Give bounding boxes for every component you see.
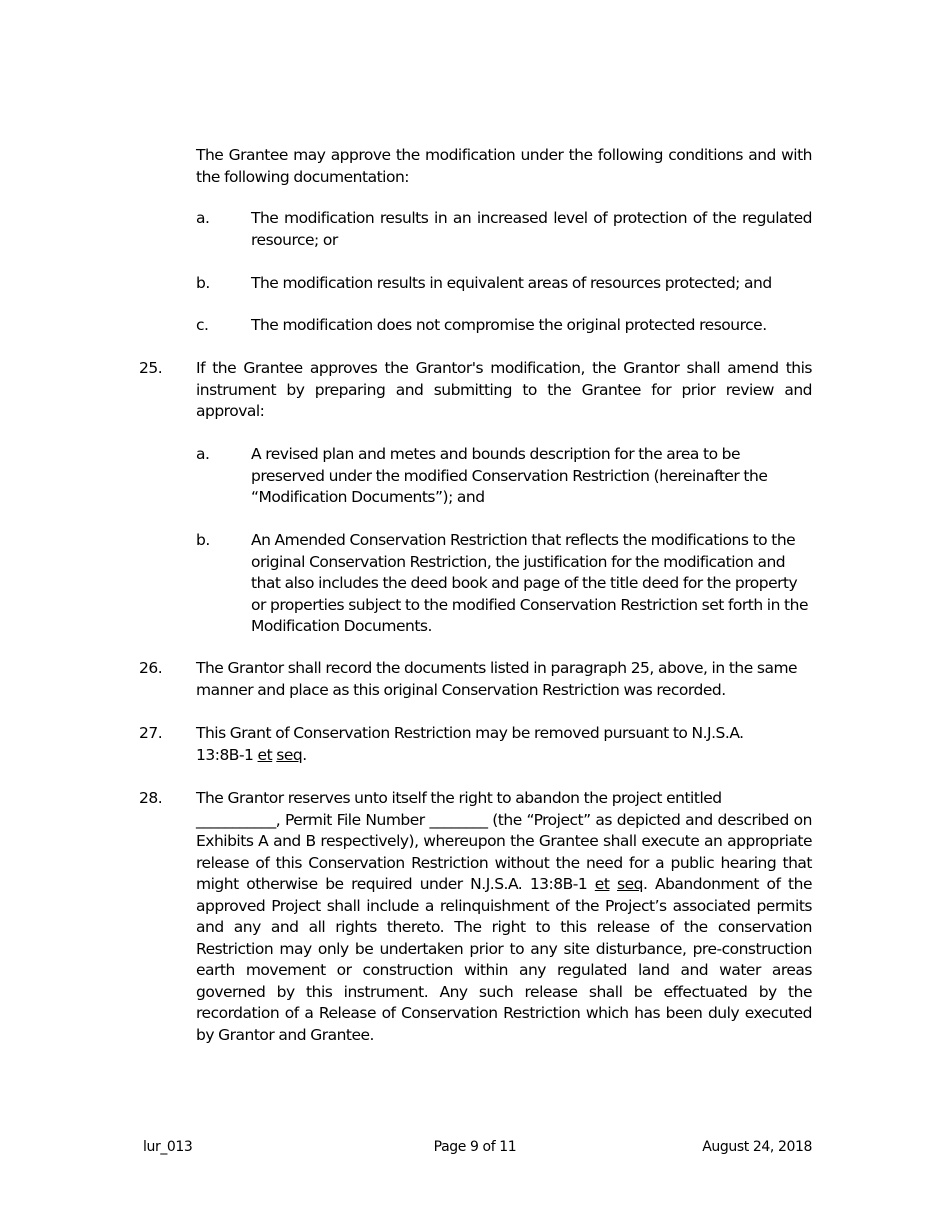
et-underlined: et (257, 745, 273, 764)
paragraph-text (196, 788, 812, 1046)
seq-underlined: seq (276, 745, 303, 764)
footer-page-number: Page 9 of 11 (433, 1139, 517, 1155)
seq-underlined: seq (617, 875, 643, 893)
condition-text: The modification results in equivalent areas of resources protected; and (251, 274, 772, 292)
item-text: A revised plan and metes and bounds description for the area to be preserved under the modified Conservation Restriction (hereinafter the “Modification Documents”); and (251, 445, 768, 506)
paragraph-25 (139, 358, 812, 423)
paragraph-text-line-2: 13:8B-1 (196, 745, 258, 764)
condition-letter: a. (196, 209, 210, 227)
item-letter: b. (196, 531, 210, 549)
item-letter: a. (196, 445, 210, 463)
condition-c (196, 315, 812, 337)
condition-letter: b. (196, 274, 210, 292)
p25-item-a (196, 444, 812, 509)
paragraph-number: 25. (139, 359, 163, 377)
condition-letter: c. (196, 316, 209, 334)
footer-doc-id: lur_013 (143, 1139, 193, 1155)
condition-text: The modification does not compromise the original protected resource. (251, 316, 767, 334)
condition-a (196, 208, 812, 251)
paragraph-text-part-b: . Abandonment of the approved Project shall include a relinquishment of the Project’s associated permits and any and all rights thereto. The right to this release of the conservation Restriction may only be undertaken prior to any site disturbance, pre-construction earth movement or construction within any regulated land and water areas governed by this instrument. Any such release shall be effectuated by the recordation of a Release of Conservation Restriction which has been duly executed by Grantor and Grantee. (196, 875, 812, 1044)
period: . (302, 745, 307, 764)
paragraph-27 (139, 723, 812, 766)
condition-b (196, 273, 812, 295)
paragraph-text-line-1: This Grant of Conservation Restriction may be removed pursuant to N.J.S.A. (196, 724, 744, 742)
paragraph-number: 28. (139, 789, 163, 807)
paragraph-26 (139, 658, 812, 701)
footer-date: August 24, 2018 (702, 1139, 812, 1155)
condition-text: The modification results in an increased level of protection of the regulated resource; or (251, 209, 812, 249)
paragraph-text: If the Grantee approves the Grantor's modification, the Grantor shall amend this instrument by preparing and submitting to the Grantee for prior review and approval: (196, 359, 812, 420)
paragraph-text-line-1: The Grantor reserves unto itself the right to abandon the project entitled (196, 789, 722, 807)
paragraph-number: 26. (139, 659, 163, 677)
space (609, 875, 617, 893)
paragraph-number: 27. (139, 724, 163, 742)
item-text: An Amended Conservation Restriction that reflects the modifications to the original Conservation Restriction, the justification for the modification and that also includes the deed book and page of the title deed for the property or properties subject to the modified Conservation Restriction set forth in the Modification Documents. (251, 531, 808, 635)
p25-item-b (196, 530, 812, 638)
paragraph-28 (139, 788, 812, 1046)
et-underlined: et (594, 875, 610, 893)
paragraph-text (196, 723, 812, 766)
intro-paragraph: The Grantee may approve the modification under the following conditions and with the following documentation: (196, 146, 812, 186)
paragraph-text-part-a: ___________, Permit File Number ________ (the “Project” as depicted and described on Exhibits A and B respectively), whereupon the Grantee shall execute an appropriate release of this Conservation Restriction without the need for a public hearing that might otherwise be required under N.J.S.A. 13:8B-1 (196, 810, 812, 893)
paragraph-text: The Grantor shall record the documents listed in paragraph 25, above, in the same manner and place as this original Conservation Restriction was recorded. (196, 659, 798, 699)
